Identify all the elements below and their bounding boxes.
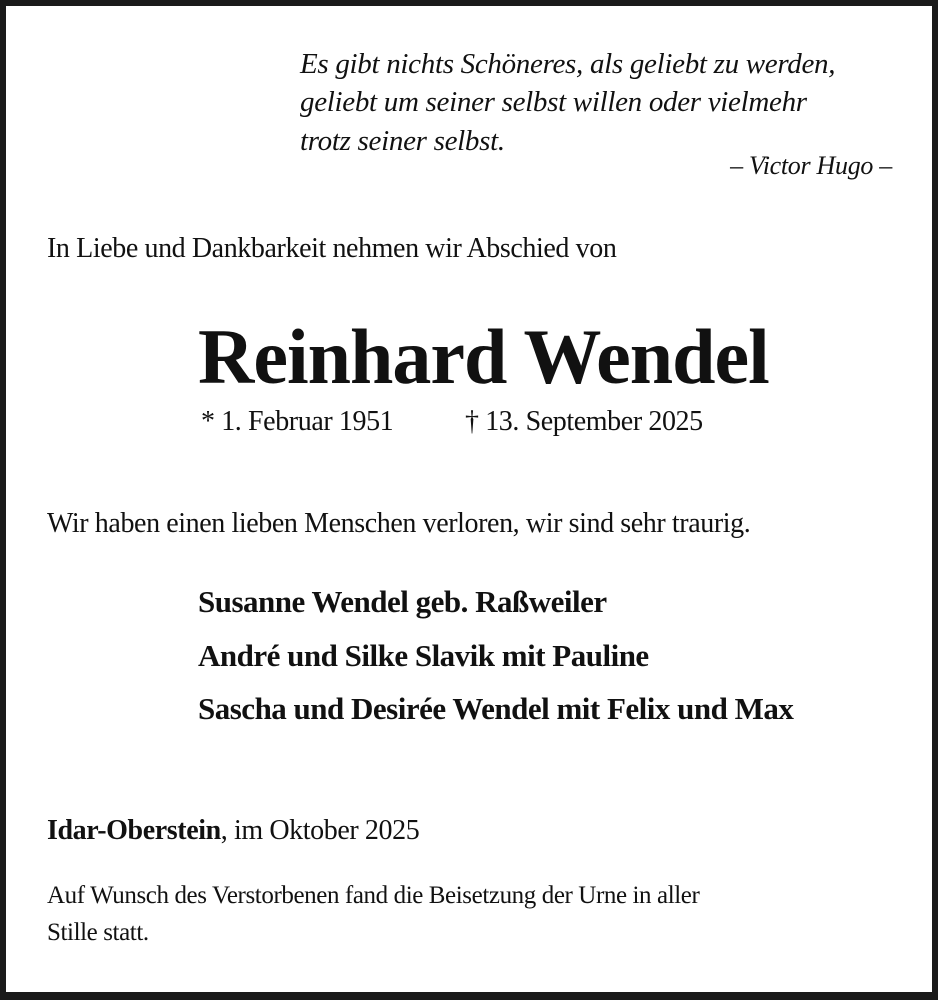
family-member-3: Sascha und Desirée Wendel mit Felix und Max: [198, 691, 794, 726]
note-line-1: Auf Wunsch des Verstorbenen fand die Beisetzung der Urne in aller: [47, 882, 700, 909]
deceased-name: Reinhard Wendel: [198, 313, 769, 400]
place: Idar-Oberstein: [47, 815, 221, 846]
quote-author: – Victor Hugo –: [730, 151, 892, 180]
quote-line-2: geliebt um seiner selbst willen oder vielmehr: [300, 86, 807, 118]
date: , im Oktober 2025: [220, 815, 420, 846]
note-line-2: Stille statt.: [47, 919, 149, 946]
death-date: † 13. September 2025: [465, 406, 703, 437]
family-member-2: André und Silke Slavik mit Pauline: [198, 638, 649, 673]
quote-line-3: trotz seiner selbst.: [300, 125, 505, 157]
intro-text: In Liebe und Dankbarkeit nehmen wir Abschied von: [47, 233, 617, 264]
sentiment-text: Wir haben einen lieben Menschen verloren, wir sind sehr traurig.: [47, 508, 751, 539]
birth-date: * 1. Februar 1951: [201, 406, 394, 437]
place-date: [47, 817, 419, 845]
family-member-1: Susanne Wendel geb. Raßweiler: [198, 584, 607, 619]
quote-line-1: Es gibt nichts Schöneres, als geliebt zu werden,: [300, 48, 836, 80]
